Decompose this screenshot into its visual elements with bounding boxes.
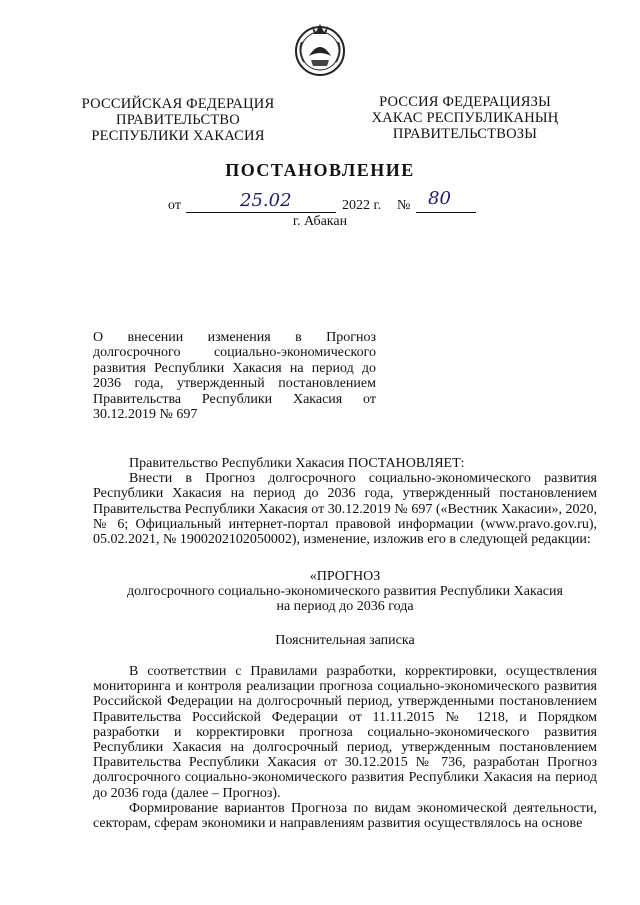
number-sign: № <box>397 198 411 213</box>
forecast-title-line: на период до 2036 года <box>276 599 414 615</box>
header-khakas-line: ПРАВИТЕЛЬСТВОЗЫ <box>392 126 538 142</box>
coat-of-arms-icon <box>292 20 348 80</box>
city: г. Абакан <box>292 214 348 229</box>
date-year: 2022 г. <box>342 198 382 213</box>
number-underline <box>416 212 476 213</box>
note-heading-block <box>93 633 597 648</box>
forecast-title-line: «ПРОГНОЗ <box>309 569 381 584</box>
note-paragraph: Формирование вариантов Прогноза по видам экономической деятельности, секторам, сферам экономики и направлениям развития осуществлялось на основе <box>93 800 597 832</box>
header-ru-line: РОССИЙСКАЯ ФЕДЕРАЦИЯ <box>81 96 275 112</box>
header-ru-line: РЕСПУБЛИКИ ХАКАСИЯ <box>91 128 265 144</box>
header-ru-line: ПРАВИТЕЛЬСТВО <box>116 112 240 128</box>
forecast-title <box>93 569 597 615</box>
header-khakas-line: РОССИЯ ФЕДЕРАЦИЯЗЫ <box>379 94 551 110</box>
amendment-paragraph: Внести в Прогноз долгосрочного социально-экономического развития Республики Хакасия на период до 2036 года, утвержденный постановлением Правительства Республики Хакасия от 30.12.2019 № 697 («Вестник Хакасии», 2020, № 6; Официальный интернет-портал правовой информации (www.pravo.gov.ru), 05.02.2021, № 1900202102050002), изменение, изложив его в следующей редакции: <box>93 471 597 548</box>
header-khakas-line: ХАКАС РЕСПУБЛИКАНЫҢ <box>371 110 559 126</box>
handwritten-number: 80 <box>428 188 451 209</box>
note-body <box>93 664 597 831</box>
subject-block: О внесении изменения в Прогноз долгосрочного социально-экономического развития Республики Хакасия на период до 2036 года, утвержденный постановлением Правительства Республики Хакасия от 30.12.2019 № 697 <box>93 330 376 423</box>
body-intro <box>93 456 597 547</box>
forecast-title-line: долгосрочного социально-экономического развития Республики Хакасия <box>127 584 563 600</box>
note-heading: Пояснительная записка <box>275 633 415 648</box>
date-underline <box>186 212 336 213</box>
header-ru <box>78 96 278 144</box>
note-paragraph: В соответствии с Правилами разработки, корректировки, осуществления мониторинга и контроля реализации прогноза социально-экономического развития Российской Федерации на долгосрочный период, утвержденными постановлением Правительства Российской Федерации от 11.11.2015 № 1218, и Порядком разработки и корректировки прогноза социально-экономического развития Республики Хакасия на долгосрочный период, утвержденным постановлением Правительства Республики Хакасия от 30.12.2015 № 736, разработан Прогноз долгосрочного социально-экономического развития Республики Хакасия на период до 2036 года (далее – Прогноз). <box>93 664 597 801</box>
header-khakas <box>360 94 570 142</box>
resolves-paragraph: Правительство Республики Хакасия ПОСТАНОВЛЯЕТ: <box>129 456 465 471</box>
document-title: ПОСТАНОВЛЕНИЕ <box>225 160 415 180</box>
date-from-label: от <box>168 198 181 213</box>
handwritten-date: 25.02 <box>240 190 292 211</box>
